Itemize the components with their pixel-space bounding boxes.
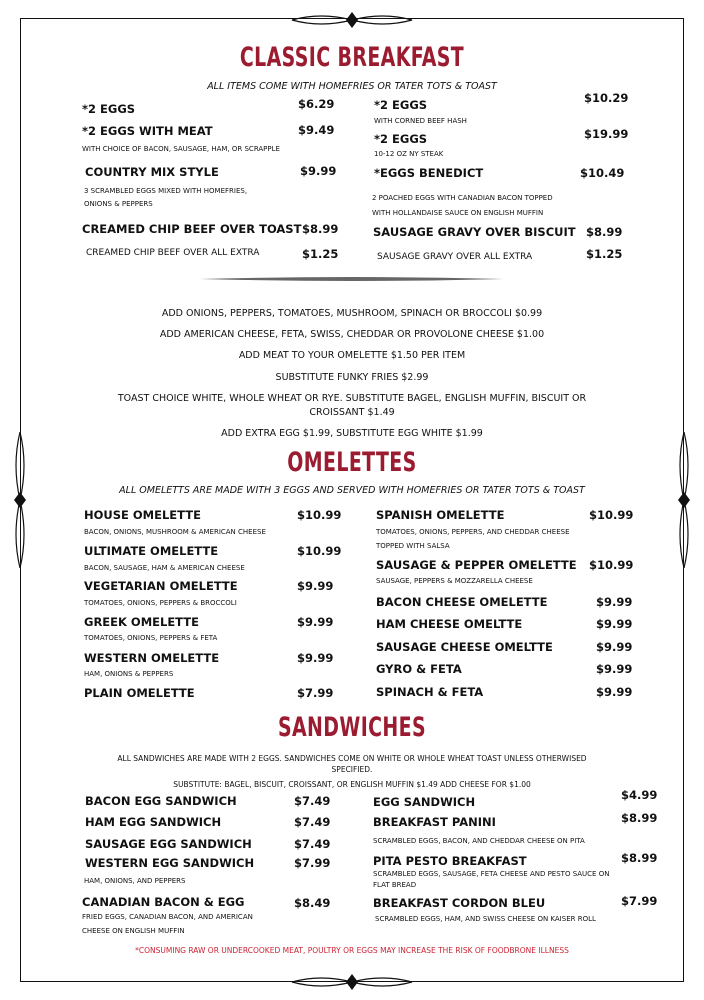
item-price: $9.99: [596, 595, 633, 609]
addon-line: CROISSANT $1.49: [309, 407, 395, 418]
addon-line: ADD AMERICAN CHEESE, FETA, SWISS, CHEDDAR OR PROVOLONE CHEESE $1.00: [159, 329, 545, 340]
item-name: ULTIMATE OMELETTE: [84, 544, 219, 558]
item-description: FRIED EGGS, CANADIAN BACON, AND AMERICAN: [82, 913, 253, 921]
addon-line: ADD EXTRA EGG $1.99, SUBSTITUTE EGG WHITE $1.99: [221, 428, 483, 439]
item-description: BACON, ONIONS, MUSHROOM & AMERICAN CHEESE: [84, 528, 266, 536]
left-ornament: [10, 430, 30, 570]
item-price: $9.99: [297, 615, 334, 629]
item-name: BREAKFAST CORDON BLEU: [373, 896, 546, 910]
item-price: $10.99: [297, 544, 342, 558]
section-divider: [200, 276, 504, 282]
right-ornament: [674, 430, 694, 570]
item-name: PITA PESTO BREAKFAST: [373, 854, 527, 868]
item-price: $19.99: [584, 127, 629, 141]
item-price: $9.99: [300, 164, 337, 178]
item-price: $9.99: [297, 651, 334, 665]
addon-line: ADD ONIONS, PEPPERS, TOMATOES, MUSHROOM, SPINACH OR BROCCOLI $0.99: [161, 308, 543, 319]
item-price: $9.99: [596, 617, 633, 631]
sandwiches-substitute-note: SUBSTITUTE: BAGEL, BISCUIT, CROISSANT, OR ENGLISH MUFFIN $1.49 ADD CHEESE FOR $1.00: [173, 780, 531, 789]
item-description: TOPPED WITH SALSA: [376, 542, 450, 550]
item-description: ONIONS & PEPPERS: [84, 200, 153, 208]
item-name: *2 EGGS: [374, 98, 428, 112]
item-name: GREEK OMELETTE: [84, 615, 199, 629]
item-price: $7.49: [294, 794, 331, 808]
sandwiches-note: ALL SANDWICHES ARE MADE WITH 2 EGGS. SANDWICHES COME ON WHITE OR WHOLE WHEAT TOAST UNLESS OTHERWISED: [117, 754, 587, 763]
item-name: SAUSAGE GRAVY OVER ALL EXTRA: [377, 252, 533, 262]
item-description: FLAT BREAD: [373, 881, 417, 889]
item-name: BACON CHEESE OMELETTE: [376, 595, 548, 609]
item-description: WITH HOLLANDAISE SAUCE ON ENGLISH MUFFIN: [372, 209, 544, 217]
item-name: SPINACH & FETA: [376, 685, 484, 699]
item-name: HAM CHEESE OMELTTE: [376, 617, 523, 631]
item-price: $10.99: [297, 508, 342, 522]
item-description: WITH CHOICE OF BACON, SAUSAGE, HAM, OR SCRAPPLE: [82, 145, 280, 153]
item-name: VEGETARIAN OMELETTE: [84, 579, 238, 593]
item-price: $7.99: [294, 856, 331, 870]
item-description: CHEESE ON ENGLISH MUFFIN: [82, 927, 185, 935]
item-description: BACON, SAUSAGE, HAM & AMERICAN CHEESE: [84, 564, 245, 572]
item-name: SAUSAGE EGG SANDWICH: [85, 837, 252, 851]
item-description: HAM, ONIONS, AND PEPPERS: [84, 877, 186, 885]
item-price: $1.25: [586, 247, 623, 261]
item-name: COUNTRY MIX STYLE: [85, 165, 219, 179]
item-description: 2 POACHED EGGS WITH CANADIAN BACON TOPPED: [372, 194, 553, 202]
item-name: *2 EGGS: [82, 102, 136, 116]
item-description: 3 SCRAMBLED EGGS MIXED WITH HOMEFRIES,: [84, 187, 248, 195]
item-price: $7.99: [621, 894, 658, 908]
item-price: $7.99: [297, 686, 334, 700]
item-price: $8.99: [586, 225, 623, 239]
item-price: $10.99: [589, 508, 634, 522]
item-name: CREAMED CHIP BEEF OVER TOAST: [82, 222, 302, 236]
item-price: $4.99: [621, 788, 658, 802]
bottom-ornament: [290, 972, 414, 992]
item-name: HAM EGG SANDWICH: [85, 815, 222, 829]
item-name: BREAKFAST PANINI: [373, 815, 496, 829]
item-price: $7.49: [294, 815, 331, 829]
item-price: $8.99: [302, 222, 339, 236]
item-price: $9.99: [297, 579, 334, 593]
item-name: CREAMED CHIP BEEF OVER ALL EXTRA: [86, 248, 260, 258]
item-description: HAM, ONIONS & PEPPERS: [84, 670, 174, 678]
item-name: WESTERN EGG SANDWICH: [85, 856, 255, 870]
item-name: GYRO & FETA: [376, 662, 462, 676]
item-price: $10.29: [584, 91, 629, 105]
breakfast-title: CLASSIC BREAKFAST: [239, 42, 465, 73]
item-description: TOMATOES, ONIONS, PEPPERS & BROCCOLI: [84, 599, 237, 607]
addon-line: TOAST CHOICE WHITE, WHOLE WHEAT OR RYE. SUBSTITUTE BAGEL, ENGLISH MUFFIN, BISCUIT OR: [117, 393, 587, 404]
item-price: $9.99: [596, 662, 633, 676]
item-price: $8.49: [294, 896, 331, 910]
item-description: SCRAMBLED EGGS, SAUSAGE, FETA CHEESE AND PESTO SAUCE ON: [373, 870, 610, 878]
item-name: HOUSE OMELETTE: [84, 508, 201, 522]
item-description: 10-12 OZ NY STEAK: [374, 150, 444, 158]
item-name: BACON EGG SANDWICH: [85, 794, 237, 808]
item-name: EGG SANDWICH: [373, 795, 476, 809]
item-description: SAUSAGE, PEPPERS & MOZZARELLA CHEESE: [376, 577, 533, 585]
item-name: *2 EGGS: [374, 132, 428, 146]
item-name: WESTERN OMELETTE: [84, 651, 220, 665]
item-price: $9.99: [596, 685, 633, 699]
item-name: SAUSAGE CHEESE OMELTTE: [376, 640, 553, 654]
omelettes-note: ALL OMELETTS ARE MADE WITH 3 EGGS AND SERVED WITH HOMEFRIES OR TATER TOTS & TOAST: [119, 485, 585, 496]
addon-line: SUBSTITUTE FUNKY FRIES $2.99: [275, 372, 429, 383]
item-description: TOMATOES, ONIONS, PEPPERS & FETA: [84, 634, 218, 642]
item-price: $8.99: [621, 811, 658, 825]
item-price: $1.25: [302, 247, 339, 261]
item-price: $10.99: [589, 558, 634, 572]
item-name: PLAIN OMELETTE: [84, 686, 195, 700]
item-description: SCRAMBLED EGGS, HAM, AND SWISS CHEESE ON KAISER ROLL: [375, 915, 596, 923]
item-name: CANADIAN BACON & EGG: [82, 895, 245, 909]
item-description: SCRAMBLED EGGS, BACON, AND CHEDDAR CHEESE ON PITA: [373, 837, 585, 845]
item-price: $9.49: [298, 123, 335, 137]
item-price: $9.99: [596, 640, 633, 654]
breakfast-note: ALL ITEMS COME WITH HOMEFRIES OR TATER TOTS & TOAST: [207, 81, 497, 92]
item-name: *EGGS BENEDICT: [374, 166, 484, 180]
addon-line: ADD MEAT TO YOUR OMELETTE $1.50 PER ITEM: [238, 350, 466, 361]
item-price: $6.29: [298, 97, 335, 111]
item-description: TOMATOES, ONIONS, PEPPERS, AND CHEDDAR CHEESE: [376, 528, 570, 536]
item-name: SPANISH OMELETTE: [376, 508, 505, 522]
sandwiches-note: SPECIFIED.: [331, 765, 373, 774]
item-name: SAUSAGE GRAVY OVER BISCUIT: [373, 225, 576, 239]
item-name: SAUSAGE & PEPPER OMELETTE: [376, 558, 577, 572]
item-name: *2 EGGS WITH MEAT: [82, 124, 213, 138]
item-price: $10.49: [580, 166, 625, 180]
item-price: $7.49: [294, 837, 331, 851]
item-description: WITH CORNED BEEF HASH: [374, 117, 467, 125]
sandwiches-title: SANDWICHES: [277, 712, 427, 743]
item-price: $8.99: [621, 851, 658, 865]
omelettes-title: OMELETTES: [287, 447, 417, 478]
top-ornament: [290, 10, 414, 30]
raw-food-disclaimer: *CONSUMING RAW OR UNDERCOOKED MEAT, POULTRY OR EGGS MAY INCREASE THE RISK OF FOODBRONE ILLNESS: [135, 946, 569, 955]
